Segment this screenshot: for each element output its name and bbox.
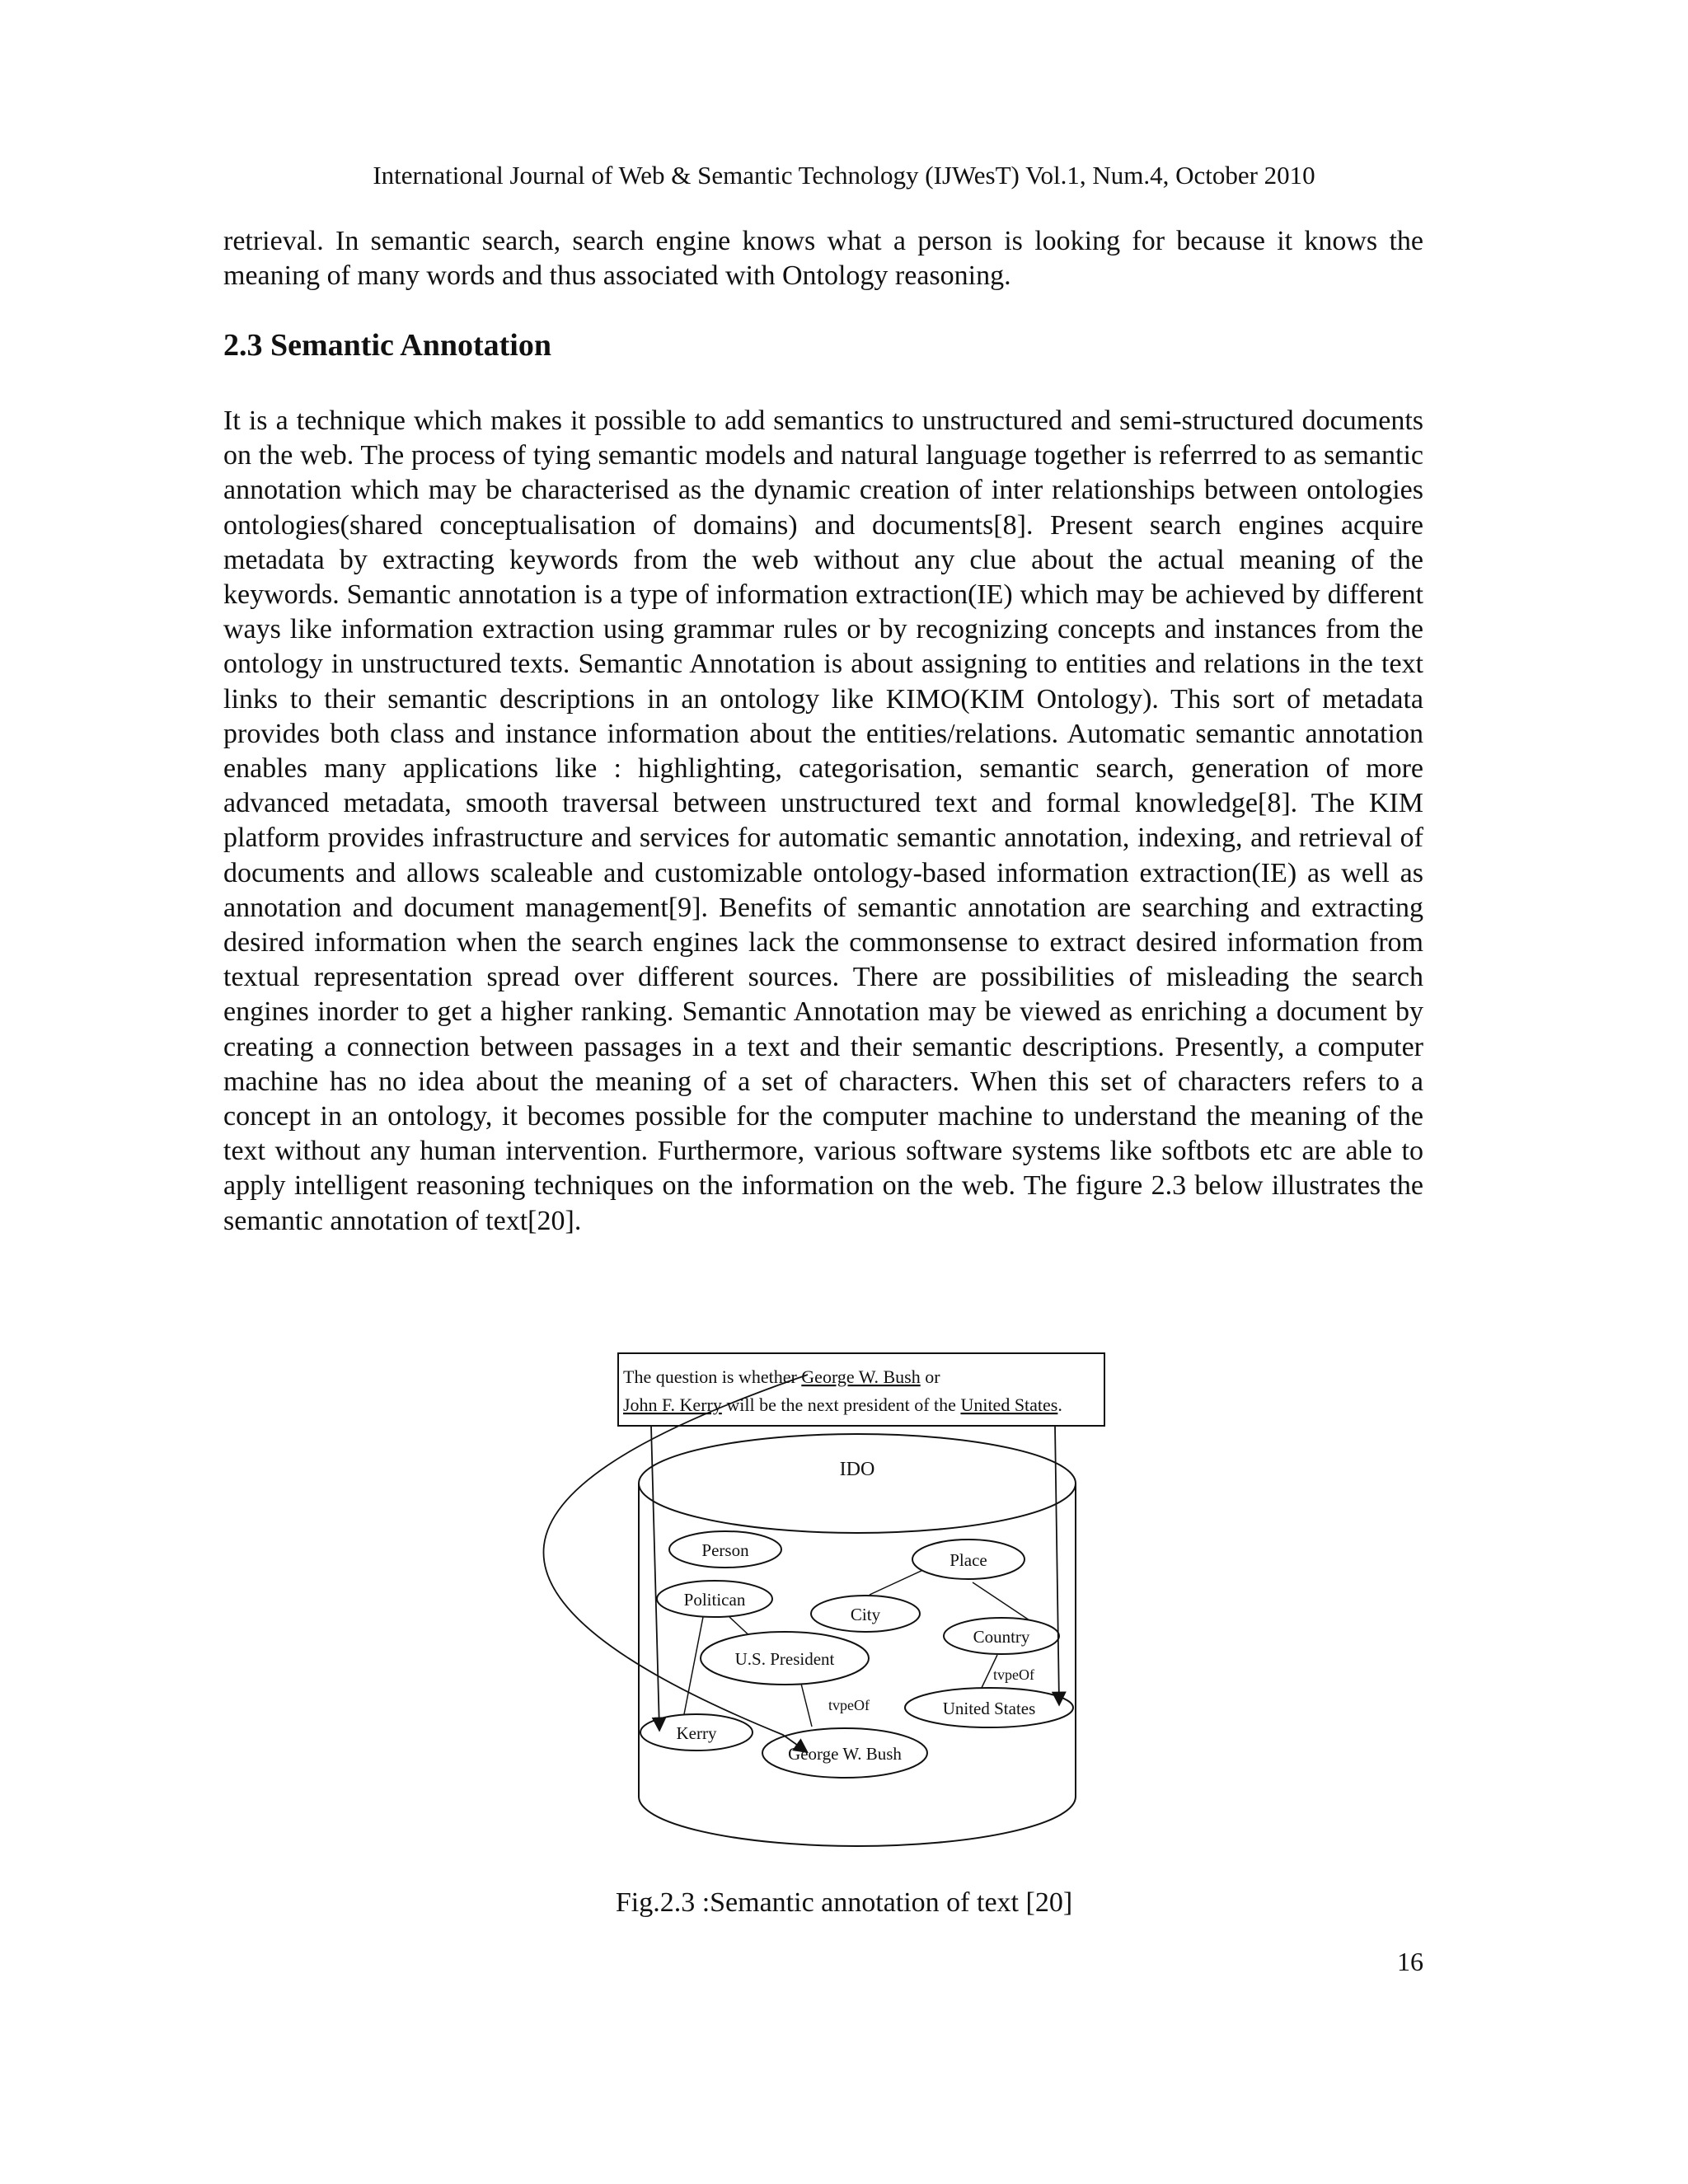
entity-united-states: United States xyxy=(960,1394,1058,1415)
node-person: Person xyxy=(701,1540,749,1560)
node-us-president: U.S. President xyxy=(734,1649,835,1669)
node-country: Country xyxy=(973,1627,1030,1647)
paragraph-semantic-annotation: It is a technique which makes it possible to add semantics to unstructured and semi-structured documents on the web. The process of tying semantic models and natural language together is referrred to as semantic annotation which may be characterised as the dynamic creation of inter relationships between ontologies ontologies(shared conceptualisation of domains) and documents[8]. Present search engines acquire metadata by extracting keywords from the web without any clue about the actual meaning of the keywords. Semantic annotation is a type of information extraction(IE) which may be achieved by different ways like information extraction using grammar rules or by recognizing concepts and instances from the ontology in unstructured texts. Semantic Annotation is about assigning to entities and relations in the text links to their semantic descriptions in an ontology like KIMO(KIM Ontology). This sort of metadata provides both class and instance information about the entities/relations. Automatic semantic annotation enables many applications like : highlighting, categorisation, semantic search, generation of more advanced metadata, smooth traversal between unstructured text and formal knowledge[8]. The KIM platform provides infrastructure and services for automatic semantic annotation, indexing, and retrieval of documents and allows scaleable and customizable ontology-based information extraction(IE) as well as annotation and document management[9]. Benefits of semantic annotation are searching and extracting desired information when the search engines lack the commonsense to extract desired information from textual representation spread over different sources. There are possibilities of misleading the search engines inorder to get a higher ranking. Semantic Annotation may be viewed as enriching a document by creating a connection between passages in a text and their semantic descriptions. Presently, a computer machine has no idea about the meaning of a set of characters. When this set of characters refers to a concept in an ontology, it becomes possible for the computer machine to understand the meaning of the text without any human intervention. Furthermore, various software systems like softbots etc are able to apply intelligent reasoning techniques on the information on the web. The figure 2.3 below illustrates the semantic annotation of text[20]. xyxy=(223,405,1423,1236)
typeof-label-president: tvpeOf xyxy=(828,1697,870,1713)
entity-bush: George W. Bush xyxy=(801,1366,921,1387)
edge-politican-kerry xyxy=(684,1617,703,1714)
node-place: Place xyxy=(950,1550,987,1570)
section-heading: 2.3 Semantic Annotation xyxy=(223,328,551,363)
node-united-states: United States xyxy=(942,1699,1036,1718)
sentence-line-1: The question is whether George W. Bush or xyxy=(623,1366,940,1387)
node-politican: Politican xyxy=(683,1590,746,1610)
node-kerry: Kerry xyxy=(676,1723,717,1743)
node-bush: George W. Bush xyxy=(788,1744,902,1764)
entity-kerry: John F. Kerry xyxy=(623,1394,722,1415)
semantic-annotation-figure xyxy=(536,1352,1129,1863)
node-city: City xyxy=(850,1605,881,1624)
arrow-bush xyxy=(543,1375,808,1751)
page-number: 16 xyxy=(1397,1947,1423,1976)
typeof-label-country: tvpeOf xyxy=(993,1666,1034,1683)
journal-header: International Journal of Web & Semantic Technology (IJWesT) Vol.1, Num.4, October 2010 xyxy=(373,161,1315,190)
paragraph-continuation: retrieval. In semantic search, search engine knows what a person is looking for because it knows the meaning of many words and thus associated with Ontology reasoning. xyxy=(223,226,1423,292)
figure-caption: Fig.2.3 :Semantic annotation of text [20] xyxy=(615,1887,1073,1918)
edge-place-city xyxy=(870,1570,923,1595)
ido-label: IDO xyxy=(839,1459,875,1480)
sentence-line-2: John F. Kerry will be the next president of the United States. xyxy=(623,1394,1062,1415)
